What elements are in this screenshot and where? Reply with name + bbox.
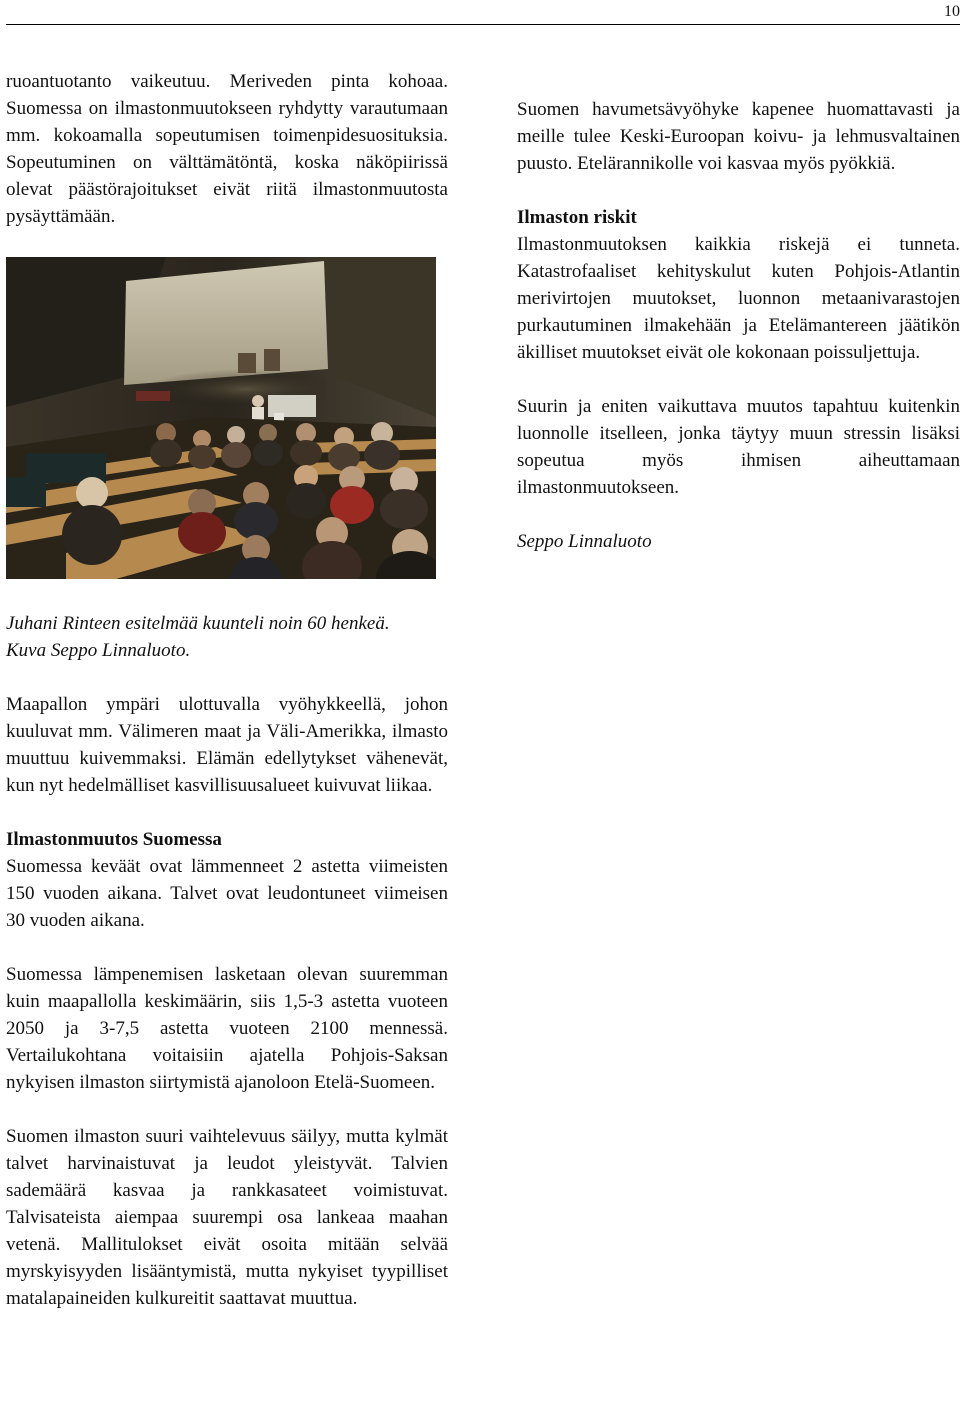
right-paragraph-3: Suurin ja eniten vaikuttava muutos tapahtuu kuitenkin luonnolle itselleen, jonka täytyy muun stressin lisäksi sopeutua myös ihmisen aiheuttamaan ilmastonmuutokseen. (517, 396, 960, 498)
heading-ilmaston-riskit: Ilmaston riskit (517, 207, 637, 228)
left-paragraph-2: Maapallon ympäri ulottuvalla vyöhykkeellä, johon kuuluvat mm. Välimeren maat ja Väli-Amerikka, ilmasto muuttuu kuivemmaksi. Elämän edellytykset vähenevät, kun nyt hedelmälliset kasvillisuusalueet kuivuvat liikaa. (6, 694, 448, 796)
right-paragraph-1: Suomen havumetsävyöhyke kapenee huomattavasti ja meille tulee Keski-Euroopan koivu- ja lehmusvaltainen puusto. Etelärannikolle voi kasvaa myös pyökkiä. (517, 99, 960, 174)
lecture-hall-illustration (6, 257, 436, 579)
right-paragraph-2: Ilmastonmuutoksen kaikkia riskejä ei tunneta. Katastrofaaliset kehityskulut kuten Pohjois-Atlantin merivirtojen muutokset, luonnon metaanivarastojen purkautuminen ilmakehään ja Etelämantereen jäätikön äkilliset muutokset eivät ole kokonaan poissuljettuja. (517, 234, 960, 363)
left-paragraph-3: Suomessa keväät ovat lämmenneet 2 astetta viimeisten 150 vuoden aikana. Talvet ovat leudontuneet viimeisen 30 vuoden aikana. (6, 856, 448, 931)
header-rule (6, 24, 960, 25)
left-paragraph-4: Suomessa lämpenemisen lasketaan olevan suuremman kuin maapallolla keskimäärin, siis 1,5-3 astetta vuoteen 2050 ja 3-7,5 astetta vuoteen 2100 mennessä. Vertailukohtana voitaisiin ajatella Pohjois-Saksan nykyisen ilmaston siirtymistä ajanoloon Etelä-Suomeen. (6, 964, 448, 1093)
left-paragraph-5: Suomen ilmaston suuri vaihtelevuus säilyy, mutta kylmät talvet harvinaistuvat ja leudot yleistyvät. Talvien sademäärä kasvaa ja rankkasateet voimistuvat. Talvisateista aiempaa suurempi osa lankeaa maahan vetenä. Mallitulokset eivät osoita mitään selvää myrskyisyyden lisääntymistä, mutta nykyiset tyypilliset matalapaineiden kulkureitit saattavat muuttua. (6, 1126, 448, 1309)
caption-line-1: Juhani Rinteen esitelmää kuunteli noin 60 henkeä. (6, 613, 390, 634)
caption-line-2: Kuva Seppo Linnaluoto. (6, 640, 191, 661)
author-signature: Seppo Linnaluoto (517, 531, 652, 552)
section-risks (517, 204, 960, 366)
lecture-audience-photo (6, 257, 436, 579)
page-number: 10 (944, 3, 960, 20)
section-finland (6, 826, 448, 934)
left-column (6, 68, 448, 1312)
right-column (517, 96, 960, 555)
photo-caption (6, 610, 448, 664)
left-paragraph-1: ruoantuotanto vaikeutuu. Meriveden pinta kohoaa. Suomessa on ilmastonmuutokseen ryhdytty varautumaan mm. kokoamalla sopeutumisen toimenpidesuosituksia. Sopeutuminen on välttämätöntä, koska näköpiirissä olevat päästörajoitukset eivät riitä ilmastonmuutosta pysäyttämään. (6, 71, 448, 227)
heading-ilmastonmuutos-suomessa: Ilmastonmuutos Suomessa (6, 829, 222, 850)
